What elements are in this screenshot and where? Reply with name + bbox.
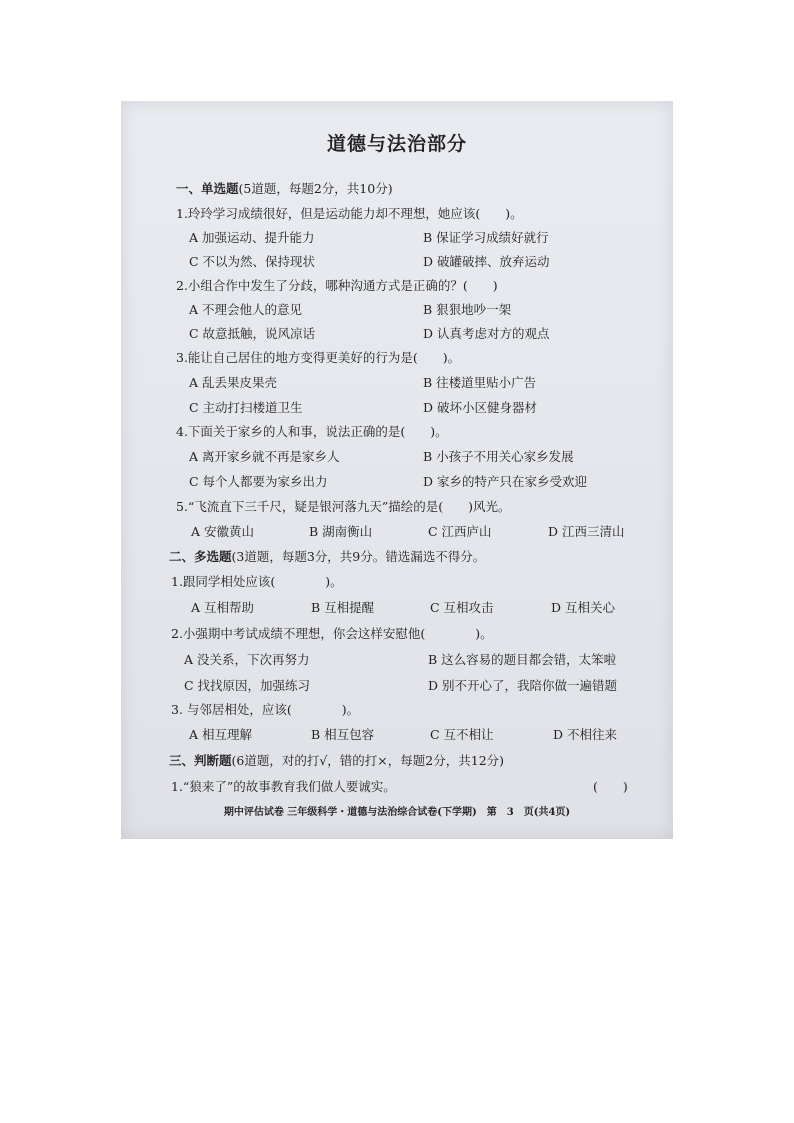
option-b: B 湖南衡山 xyxy=(309,524,373,539)
section-heading-multi-choice xyxy=(169,547,485,565)
question-text: 1.玲玲学习成绩很好，但是运动能力却不理想，她应该( )。 xyxy=(176,206,523,221)
option-a: A 不理会他人的意见 xyxy=(189,302,303,317)
option-d: D 破罐破摔、放弃运动 xyxy=(423,254,550,269)
section-title: 二、多选题 xyxy=(169,549,232,564)
question-text: 1.“狼来了”的故事教育我们做人要诚实。 xyxy=(171,779,396,794)
question-text: 3.能让自己居住的地方变得更美好的行为是( )。 xyxy=(176,350,461,365)
option-a: A 安徽黄山 xyxy=(191,524,255,539)
section-note: (6道题，对的打√，错的打×，每题2分，共12分) xyxy=(231,753,505,768)
exam-paper xyxy=(121,101,673,839)
answer-parentheses: ( ) xyxy=(593,779,628,794)
option-b: B 狠狠地吵一架 xyxy=(423,302,512,317)
option-a: A 互相帮助 xyxy=(191,600,255,615)
section-note: (5道题，每题2分，共10分) xyxy=(238,181,393,196)
option-c: C 故意抵触，说风凉话 xyxy=(189,326,316,341)
page-footer: 期中评估试卷 三年级科学・道德与法治综合试卷(下学期) 第 3 页(共4页) xyxy=(223,807,571,818)
question-text: 2.小组合作中发生了分歧，哪种沟通方式是正确的？( ) xyxy=(176,278,498,293)
section-title: 三、判断题 xyxy=(169,753,232,768)
option-b: B 相互包容 xyxy=(311,727,375,742)
option-b: B 这么容易的题目都会错，太笨啦 xyxy=(428,652,617,667)
option-b: B 小孩子不用关心家乡发展 xyxy=(423,449,574,464)
option-c: C 江西庐山 xyxy=(428,524,492,539)
question-text: 2.小强期中考试成绩不理想，你会这样安慰他( )。 xyxy=(171,626,493,641)
option-c: C 找找原因，加强练习 xyxy=(184,678,311,693)
question-text: 5.“飞流直下三千尺，疑是银河落九天”描绘的是( )风光。 xyxy=(176,499,511,514)
section-heading-true-false xyxy=(169,751,504,769)
option-d: D 别不开心了，我陪你做一遍错题 xyxy=(428,678,617,693)
option-b: B 往楼道里贴小广告 xyxy=(423,375,537,390)
option-c: C 主动打扫楼道卫生 xyxy=(189,400,303,415)
option-a: A 乱丢果皮果壳 xyxy=(189,375,278,390)
section-note: (3道题，每题3分，共9分。错选漏选不得分。 xyxy=(231,549,486,564)
section-title: 一、单选题 xyxy=(176,181,239,196)
question-text: 4.下面关于家乡的人和事，说法正确的是( )。 xyxy=(176,424,448,439)
option-c: C 不以为然、保持现状 xyxy=(189,254,316,269)
option-d: D 家乡的特产只在家乡受欢迎 xyxy=(423,474,587,489)
option-a: A 没关系，下次再努力 xyxy=(184,652,310,667)
page-title: 道德与法治部分 xyxy=(326,133,467,155)
option-d: D 破坏小区健身器材 xyxy=(423,400,537,415)
option-b: B 互相提醒 xyxy=(311,600,375,615)
question-text: 1.跟同学相处应该( )。 xyxy=(171,574,343,589)
question-text: 3. 与邻居相处，应该( )。 xyxy=(171,702,360,717)
option-d: D 互相关心 xyxy=(551,600,615,615)
option-b: B 保证学习成绩好就行 xyxy=(423,230,549,245)
option-c: C 互不相让 xyxy=(430,727,494,742)
option-d: D 认真考虑对方的观点 xyxy=(423,326,550,341)
option-c: C 互相攻击 xyxy=(430,600,494,615)
option-a: A 离开家乡就不再是家乡人 xyxy=(189,449,340,464)
option-a: A 相互理解 xyxy=(189,727,253,742)
option-c: C 每个人都要为家乡出力 xyxy=(189,474,328,489)
section-heading-single-choice xyxy=(176,179,393,197)
option-d: D 不相往来 xyxy=(553,727,617,742)
option-a: A 加强运动、提升能力 xyxy=(189,230,315,245)
option-d: D 江西三清山 xyxy=(548,524,625,539)
